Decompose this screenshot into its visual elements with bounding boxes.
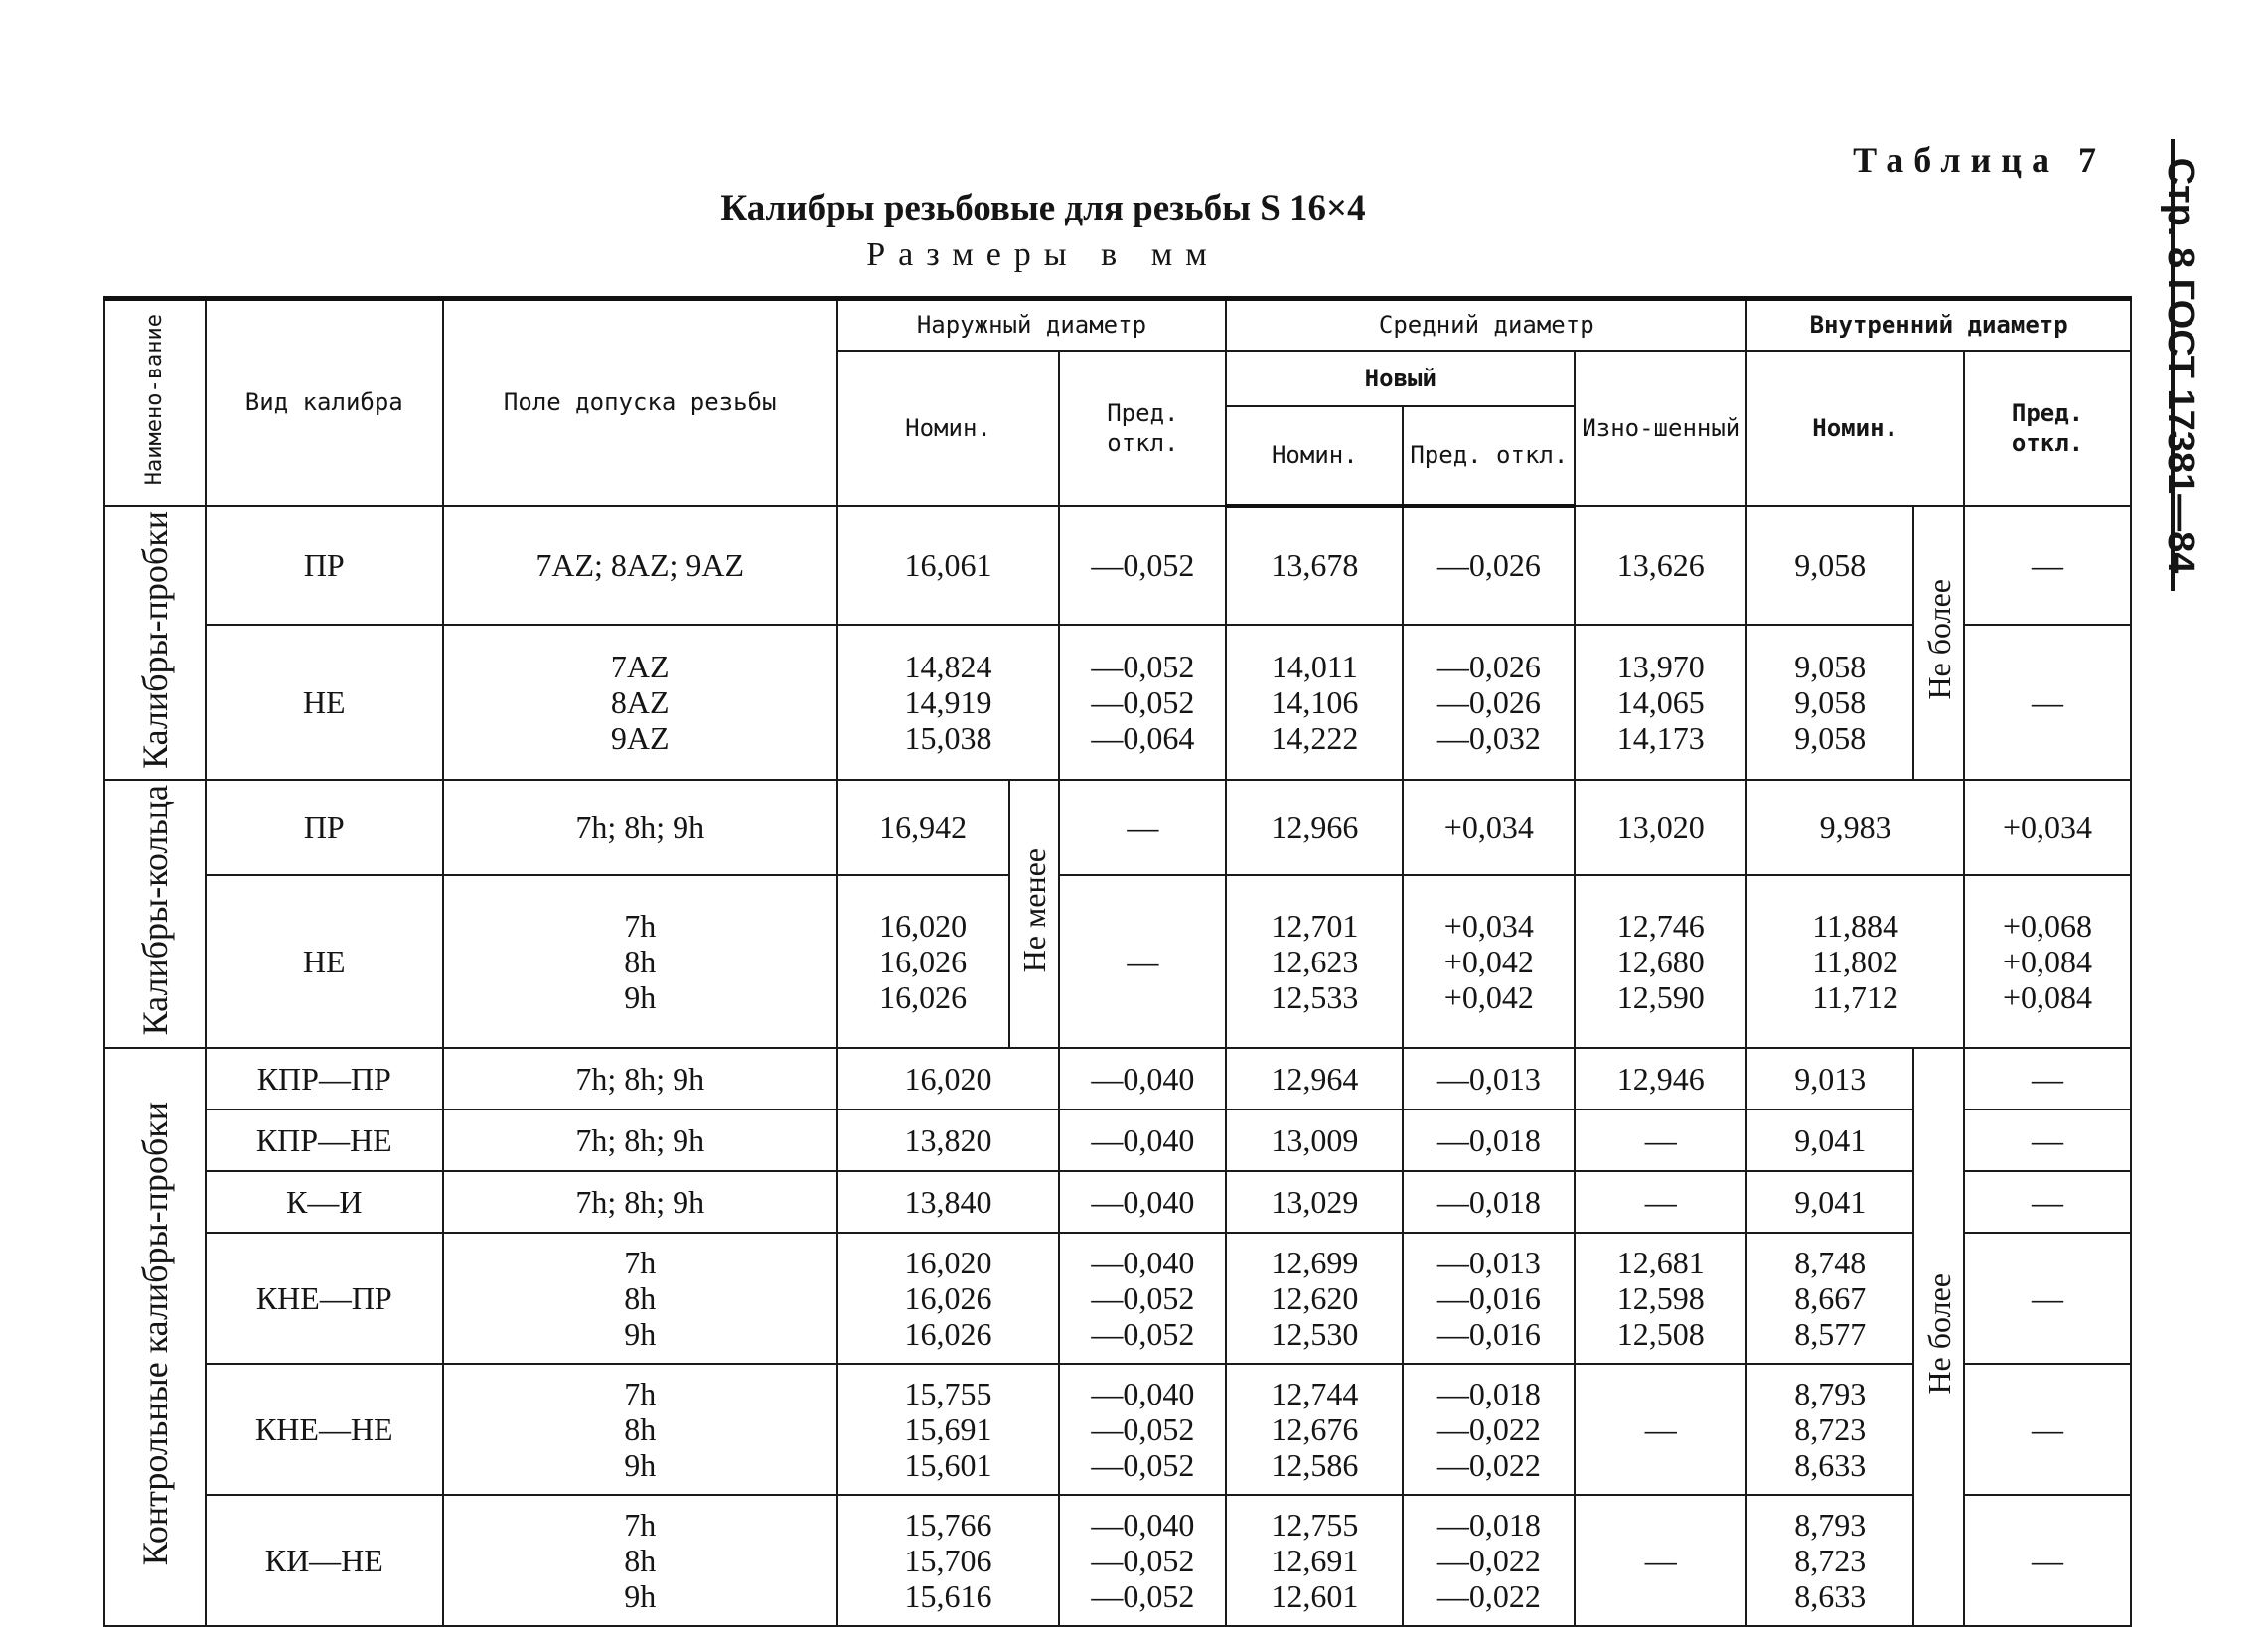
middle-deviation-cell: +0,034 (1403, 780, 1575, 875)
middle-deviation-cell: —0,018 —0,022 —0,022 (1403, 1495, 1575, 1626)
group-label-rings: Калибры-кольца (104, 780, 206, 1047)
table-number: Таблица 7 (1853, 140, 2106, 180)
gauge-type-cell: КПР—НЕ (206, 1109, 443, 1171)
note-not-more: Не более (1913, 506, 1964, 781)
header-gauge-type: Вид калибра (206, 299, 443, 506)
outer-deviation-cell: —0,040 —0,052 —0,052 (1059, 1364, 1226, 1495)
header-middle-nominal: Номин. (1226, 406, 1403, 506)
middle-deviation-cell: —0,026 (1403, 506, 1575, 625)
gauge-type-cell: К—И (206, 1171, 443, 1233)
outer-nominal-cell: 16,061 (837, 506, 1060, 625)
inner-nominal-cell: 9,983 (1746, 780, 1964, 875)
middle-deviation-cell: —0,013 (1403, 1048, 1575, 1109)
inner-deviation-cell: — (1964, 1109, 2131, 1171)
header-middle-deviation: Пред. откл. (1403, 406, 1575, 506)
gauge-type-cell: ПР (206, 780, 443, 875)
header-outer-nominal: Номин. (837, 351, 1060, 506)
outer-deviation-cell: — (1059, 780, 1226, 875)
middle-nominal-cell: 12,755 12,691 12,601 (1226, 1495, 1403, 1626)
inner-deviation-cell: +0,068 +0,084 +0,084 (1964, 875, 2131, 1047)
header-new: Новый (1226, 351, 1575, 406)
outer-deviation-cell: —0,040 —0,052 —0,052 (1059, 1233, 1226, 1364)
inner-nominal-cell: 11,884 11,802 11,712 (1746, 875, 1964, 1047)
tolerance-cell: 7h; 8h; 9h (443, 1048, 837, 1109)
worn-cell: 13,970 14,065 14,173 (1575, 625, 1746, 781)
header-worn: Изно-шенный (1575, 351, 1746, 506)
inner-nominal-cell: 9,041 (1746, 1109, 1913, 1171)
inner-deviation-cell: — (1964, 506, 2131, 625)
worn-cell: 13,626 (1575, 506, 1746, 625)
middle-nominal-cell: 12,964 (1226, 1048, 1403, 1109)
header-tolerance: Поле допуска резьбы (443, 299, 837, 506)
gauge-type-cell: КПР—ПР (206, 1048, 443, 1109)
outer-deviation-cell: —0,040 —0,052 —0,052 (1059, 1495, 1226, 1626)
middle-deviation-cell: —0,018 (1403, 1109, 1575, 1171)
header-outer-deviation: Пред. откл. (1059, 351, 1226, 506)
inner-deviation-cell: +0,034 (1964, 780, 2131, 875)
header-inner-deviation: Пред. откл. (1964, 351, 2131, 506)
units-caption: Размеры в мм (866, 236, 1220, 273)
inner-deviation-cell: — (1964, 1233, 2131, 1364)
outer-deviation-cell: —0,052 —0,052 —0,064 (1059, 625, 1226, 781)
outer-nominal-cell: 15,766 15,706 15,616 (837, 1495, 1060, 1626)
outer-deviation-cell: —0,040 (1059, 1048, 1226, 1109)
gauge-type-cell: КНЕ—НЕ (206, 1364, 443, 1495)
tolerance-cell: 7h 8h 9h (443, 875, 837, 1047)
worn-cell: 12,746 12,680 12,590 (1575, 875, 1746, 1047)
middle-nominal-cell: 13,029 (1226, 1171, 1403, 1233)
middle-deviation-cell: —0,026 —0,026 —0,032 (1403, 625, 1575, 781)
outer-deviation-cell: — (1059, 875, 1226, 1047)
header-outer-diameter: Наружный диаметр (837, 299, 1227, 351)
outer-deviation-cell: —0,040 (1059, 1171, 1226, 1233)
gauge-type-cell: ПР (206, 506, 443, 625)
middle-nominal-cell: 14,011 14,106 14,222 (1226, 625, 1403, 781)
gauge-type-cell: НЕ (206, 625, 443, 781)
inner-nominal-cell: 9,058 9,058 9,058 (1746, 625, 1913, 781)
group-label-control-plugs: Контрольные калибры-пробки (104, 1048, 206, 1626)
middle-nominal-cell: 12,699 12,620 12,530 (1226, 1233, 1403, 1364)
outer-nominal-cell: 14,824 14,919 15,038 (837, 625, 1060, 781)
gauge-type-cell: НЕ (206, 875, 443, 1047)
note-not-less: Не менее (1009, 780, 1060, 1047)
group-label-plugs: Калибры-пробки (104, 506, 206, 781)
page-reference: Стр. 8 ГОСТ 17381—84 (2160, 157, 2201, 574)
table-title: Калибры резьбовые для резьбы S 16×4 (720, 188, 1366, 228)
middle-deviation-cell: —0,018 (1403, 1171, 1575, 1233)
middle-nominal-cell: 12,701 12,623 12,533 (1226, 875, 1403, 1047)
middle-deviation-cell: —0,018 —0,022 —0,022 (1403, 1364, 1575, 1495)
worn-cell: — (1575, 1109, 1746, 1171)
worn-cell: 12,946 (1575, 1048, 1746, 1109)
outer-nominal-cell: 16,020 16,026 16,026 (837, 1233, 1060, 1364)
tolerance-cell: 7h; 8h; 9h (443, 1109, 837, 1171)
middle-deviation-cell: +0,034 +0,042 +0,042 (1403, 875, 1575, 1047)
outer-nominal-cell: 15,755 15,691 15,601 (837, 1364, 1060, 1495)
tolerance-cell: 7h; 8h; 9h (443, 780, 837, 875)
middle-deviation-cell: —0,013 —0,016 —0,016 (1403, 1233, 1575, 1364)
worn-cell: — (1575, 1364, 1746, 1495)
note-not-more: Не более (1913, 1048, 1964, 1626)
inner-nominal-cell: 9,058 (1746, 506, 1913, 625)
outer-nominal-cell: 13,820 (837, 1109, 1060, 1171)
tolerance-cell: 7AZ 8AZ 9AZ (443, 625, 837, 781)
inner-deviation-cell: — (1964, 1495, 2131, 1626)
middle-nominal-cell: 13,009 (1226, 1109, 1403, 1171)
worn-cell: 13,020 (1575, 780, 1746, 875)
header-inner-diameter: Внутренний диаметр (1746, 299, 2131, 351)
tolerance-cell: 7h 8h 9h (443, 1364, 837, 1495)
outer-nominal-cell: 13,840 (837, 1171, 1060, 1233)
gauge-dimensions-table (103, 296, 2132, 1627)
gauge-type-cell: КНЕ—ПР (206, 1233, 443, 1364)
inner-deviation-cell: — (1964, 625, 2131, 781)
header-name: Наимено-вание (104, 299, 206, 506)
worn-cell: — (1575, 1171, 1746, 1233)
outer-deviation-cell: —0,052 (1059, 506, 1226, 625)
inner-deviation-cell: — (1964, 1048, 2131, 1109)
outer-deviation-cell: —0,040 (1059, 1109, 1226, 1171)
inner-nominal-cell: 9,041 (1746, 1171, 1913, 1233)
inner-nominal-cell: 8,748 8,667 8,577 (1746, 1233, 1913, 1364)
tolerance-cell: 7h; 8h; 9h (443, 1171, 837, 1233)
middle-nominal-cell: 12,966 (1226, 780, 1403, 875)
gauge-type-cell: КИ—НЕ (206, 1495, 443, 1626)
outer-nominal-cell: 16,942 (837, 780, 1009, 875)
tolerance-cell: 7AZ; 8AZ; 9AZ (443, 506, 837, 625)
tolerance-cell: 7h 8h 9h (443, 1233, 837, 1364)
inner-nominal-cell: 9,013 (1746, 1048, 1913, 1109)
inner-deviation-cell: — (1964, 1364, 2131, 1495)
worn-cell: 12,681 12,598 12,508 (1575, 1233, 1746, 1364)
header-middle-diameter: Средний диаметр (1226, 299, 1746, 351)
outer-nominal-cell: 16,020 (837, 1048, 1060, 1109)
inner-nominal-cell: 8,793 8,723 8,633 (1746, 1495, 1913, 1626)
middle-nominal-cell: 13,678 (1226, 506, 1403, 625)
worn-cell: — (1575, 1495, 1746, 1626)
outer-nominal-cell: 16,020 16,026 16,026 (837, 875, 1009, 1047)
inner-deviation-cell: — (1964, 1171, 2131, 1233)
header-inner-nominal: Номин. (1746, 351, 1964, 506)
tolerance-cell: 7h 8h 9h (443, 1495, 837, 1626)
inner-nominal-cell: 8,793 8,723 8,633 (1746, 1364, 1913, 1495)
middle-nominal-cell: 12,744 12,676 12,586 (1226, 1364, 1403, 1495)
